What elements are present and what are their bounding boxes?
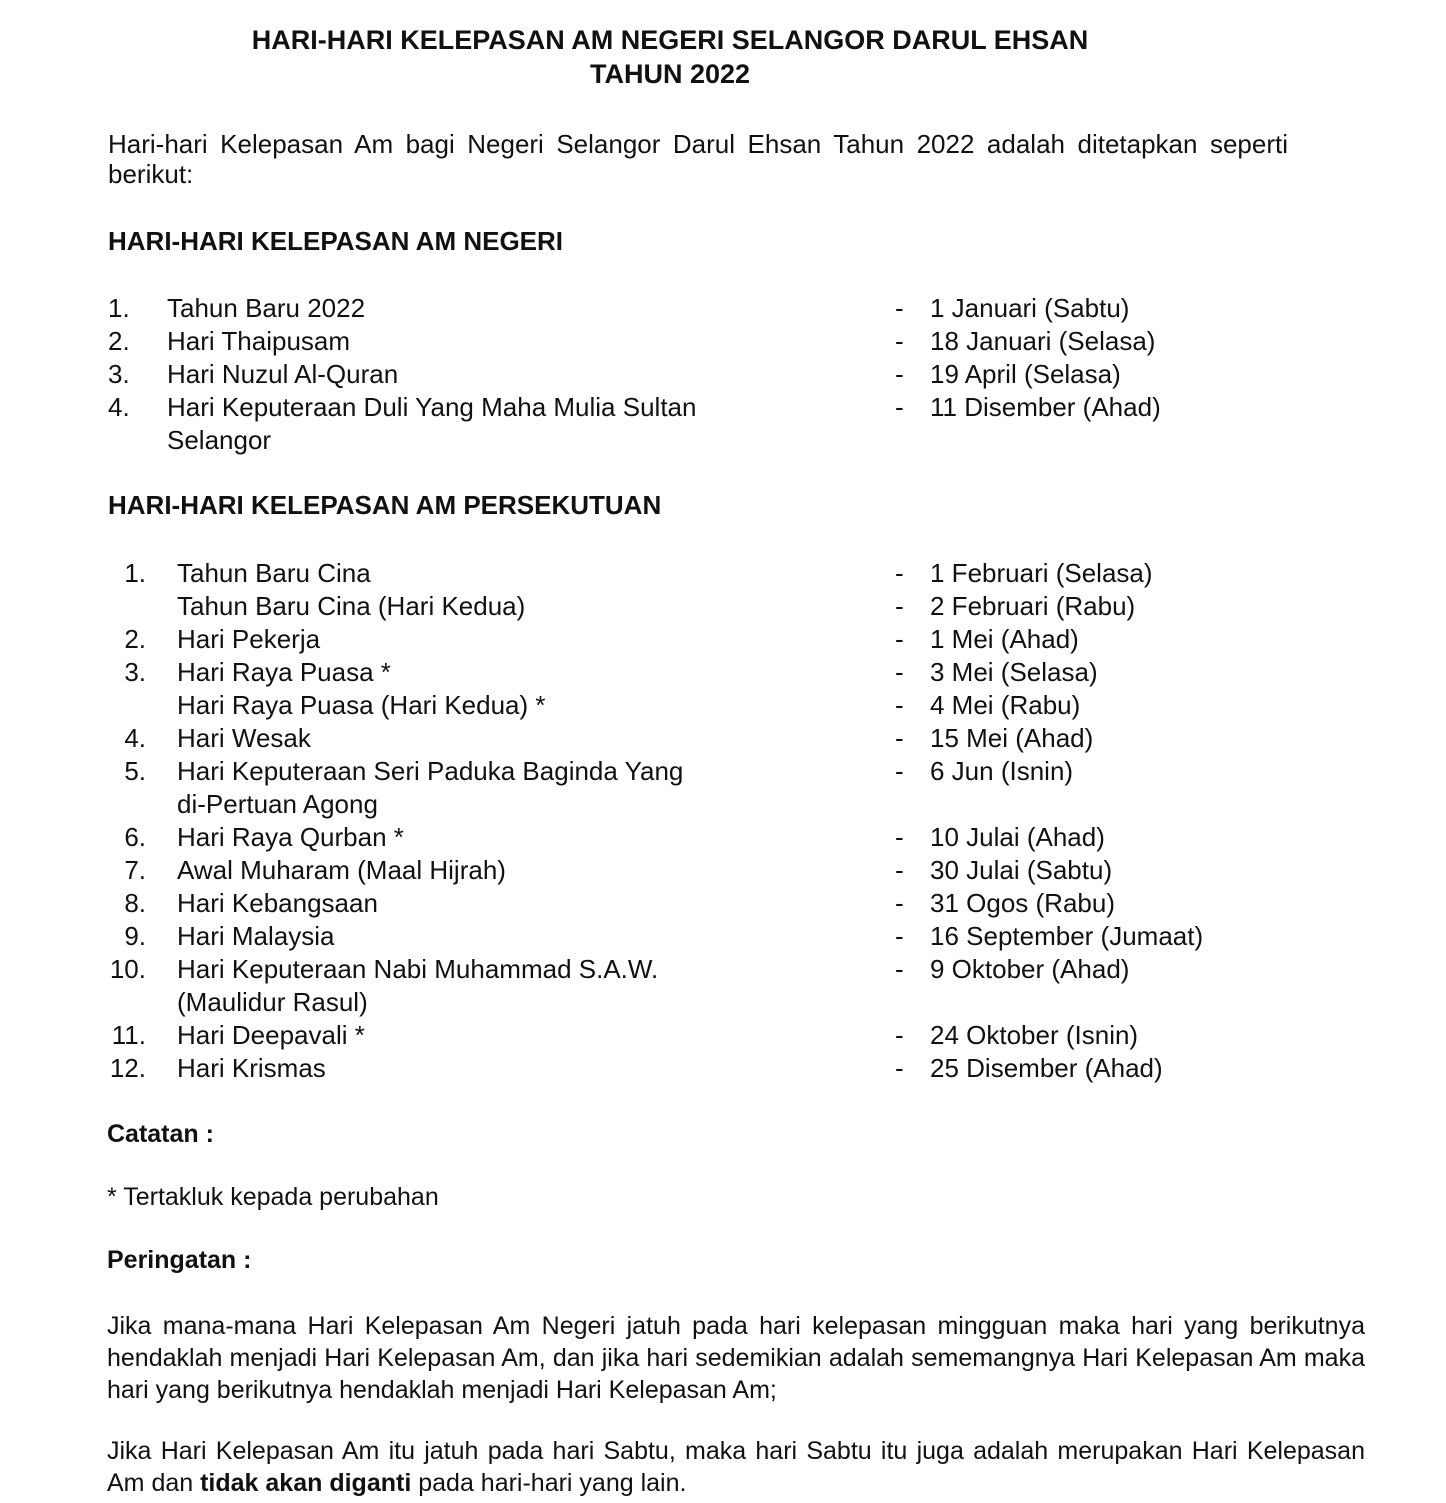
holiday-row	[108, 953, 1308, 986]
holiday-date: 18 Januari (Selasa)	[930, 326, 1156, 356]
holiday-name: Tahun Baru Cina (Hari Kedua)	[177, 591, 526, 621]
holiday-date: 19 April (Selasa)	[930, 359, 1121, 389]
holiday-date: 10 Julai (Ahad)	[930, 822, 1105, 852]
holiday-date: 3 Mei (Selasa)	[930, 657, 1098, 687]
holiday-dash: -	[895, 855, 904, 885]
holiday-name: (Maulidur Rasul)	[177, 987, 368, 1017]
holiday-number: 9.	[124, 921, 146, 951]
peringatan-paragraph-2-end: pada hari-hari yang lain.	[411, 1469, 687, 1497]
holiday-date: 4 Mei (Rabu)	[930, 690, 1081, 720]
catatan-text: * Tertakluk kepada perubahan	[107, 1183, 439, 1211]
holiday-date: 11 Disember (Ahad)	[930, 392, 1161, 422]
holiday-date: 1 Februari (Selasa)	[930, 558, 1153, 588]
holiday-name: Hari Thaipusam	[167, 326, 351, 356]
holiday-number: 2.	[124, 624, 146, 654]
holiday-number: 5.	[124, 756, 146, 786]
peringatan-paragraph-2-emphasis: tidak akan diganti	[200, 1469, 412, 1497]
holiday-number: 10.	[109, 954, 146, 984]
holiday-name: Hari Kebangsaan	[177, 888, 378, 918]
holiday-row	[108, 755, 1308, 788]
holiday-row	[108, 358, 1308, 391]
holiday-date: 31 Ogos (Rabu)	[930, 888, 1115, 918]
holiday-date: 30 Julai (Sabtu)	[930, 855, 1113, 885]
holiday-row	[108, 391, 1308, 424]
holiday-dash: -	[895, 921, 904, 951]
persekutuan-heading: HARI-HARI KELEPASAN AM PERSEKUTUAN	[108, 490, 662, 520]
holiday-row	[108, 722, 1308, 755]
holiday-row	[108, 821, 1308, 854]
holiday-date: 16 September (Jumaat)	[930, 921, 1204, 951]
holiday-number: 8.	[124, 888, 146, 918]
holiday-name: Hari Raya Qurban *	[177, 822, 404, 852]
holiday-name: di-Pertuan Agong	[177, 789, 378, 819]
holiday-name: Hari Raya Puasa (Hari Kedua) *	[177, 690, 546, 720]
holiday-number: 1.	[108, 293, 130, 323]
holiday-number: 4.	[124, 723, 146, 753]
holiday-name: Hari Deepavali *	[177, 1020, 365, 1050]
holiday-row	[108, 1052, 1308, 1085]
holiday-name: Hari Raya Puasa *	[177, 657, 391, 687]
holiday-date: 2 Februari (Rabu)	[930, 591, 1136, 621]
intro-paragraph: Hari-hari Kelepasan Am bagi Negeri Selangor Darul Ehsan Tahun 2022 adalah ditetapkan seperti berikut:	[108, 129, 1288, 189]
holiday-dash: -	[895, 657, 904, 687]
holiday-dash: -	[895, 293, 904, 323]
holiday-row	[108, 292, 1308, 325]
holiday-row	[108, 986, 1308, 1019]
holiday-name: Hari Malaysia	[177, 921, 335, 951]
holiday-row	[108, 887, 1308, 920]
holiday-name: Hari Keputeraan Duli Yang Maha Mulia Sultan	[167, 392, 697, 422]
holiday-name: Hari Wesak	[177, 723, 311, 753]
holiday-dash: -	[895, 624, 904, 654]
holiday-date: 6 Jun (Isnin)	[930, 756, 1074, 786]
holiday-date: 1 Mei (Ahad)	[930, 624, 1079, 654]
document-title-line2: TAHUN 2022	[589, 59, 751, 89]
holiday-number: 7.	[124, 855, 146, 885]
holiday-name: Tahun Baru Cina	[177, 558, 371, 588]
catatan-heading: Catatan :	[107, 1120, 214, 1148]
holiday-row	[108, 590, 1308, 623]
holiday-dash: -	[895, 591, 904, 621]
peringatan-heading: Peringatan :	[107, 1246, 252, 1274]
holiday-row	[108, 689, 1308, 722]
holiday-dash: -	[895, 954, 904, 984]
holiday-date: 25 Disember (Ahad)	[930, 1053, 1163, 1083]
holiday-date: 24 Oktober (Isnin)	[930, 1020, 1139, 1050]
holiday-number: 3.	[124, 657, 146, 687]
holiday-name: Hari Nuzul Al-Quran	[167, 359, 399, 389]
holiday-dash: -	[895, 326, 904, 356]
holiday-number: 4.	[108, 392, 130, 422]
holiday-date: 1 Januari (Sabtu)	[930, 293, 1130, 323]
peringatan-paragraph-2-start: Jika Hari Kelepasan Am itu jatuh pada hari Sabtu, maka hari Sabtu itu juga adalah merupakan Hari Kelepasan Am dan	[107, 1437, 1365, 1497]
holiday-row	[108, 854, 1308, 887]
holiday-name: Hari Keputeraan Nabi Muhammad S.A.W.	[177, 954, 659, 984]
holiday-row	[108, 656, 1308, 689]
holiday-dash: -	[895, 690, 904, 720]
holiday-row	[108, 557, 1308, 590]
peringatan-paragraph-1: Jika mana-mana Hari Kelepasan Am Negeri jatuh pada hari kelepasan mingguan maka hari yang berikutnya hendaklah menjadi Hari Kelepasan Am, dan jika hari sedemikian adalah sememangnya Hari Kelepasan Am maka hari yang berikutnya hendaklah menjadi Hari Kelepasan Am;	[107, 1312, 1365, 1404]
document-title-line1: HARI-HARI KELEPASAN AM NEGERI SELANGOR DARUL EHSAN	[251, 25, 1089, 55]
holiday-number: 12.	[109, 1053, 146, 1083]
holiday-row	[108, 325, 1308, 358]
holiday-number: 11.	[111, 1020, 146, 1050]
holiday-name: Tahun Baru 2022	[167, 293, 366, 323]
holiday-number: 2.	[108, 326, 130, 356]
negeri-holiday-list	[108, 292, 1308, 457]
holiday-dash: -	[895, 888, 904, 918]
holiday-name: Selangor	[167, 425, 272, 455]
negeri-heading: HARI-HARI KELEPASAN AM NEGERI	[108, 226, 564, 256]
holiday-dash: -	[895, 756, 904, 786]
holiday-name: Hari Keputeraan Seri Paduka Baginda Yang	[177, 756, 684, 786]
holiday-row	[108, 920, 1308, 953]
holiday-dash: -	[895, 1020, 904, 1050]
holiday-row	[108, 788, 1308, 821]
holiday-dash: -	[895, 1053, 904, 1083]
holiday-number: 3.	[108, 359, 130, 389]
holiday-dash: -	[895, 723, 904, 753]
holiday-number: 1.	[124, 558, 146, 588]
holiday-row	[108, 1019, 1308, 1052]
holiday-name: Hari Krismas	[177, 1053, 326, 1083]
holiday-dash: -	[895, 359, 904, 389]
holiday-row	[108, 623, 1308, 656]
holiday-number: 6.	[124, 822, 146, 852]
holiday-dash: -	[895, 558, 904, 588]
holiday-dash: -	[895, 392, 904, 422]
holiday-date: 15 Mei (Ahad)	[930, 723, 1094, 753]
holiday-dash: -	[895, 822, 904, 852]
holiday-date: 9 Oktober (Ahad)	[930, 954, 1130, 984]
peringatan-paragraph-2	[107, 1435, 1365, 1499]
holiday-name: Hari Pekerja	[177, 624, 321, 654]
holiday-name: Awal Muharam (Maal Hijrah)	[177, 855, 506, 885]
persekutuan-holiday-list	[108, 557, 1308, 1085]
holiday-row	[108, 424, 1308, 457]
